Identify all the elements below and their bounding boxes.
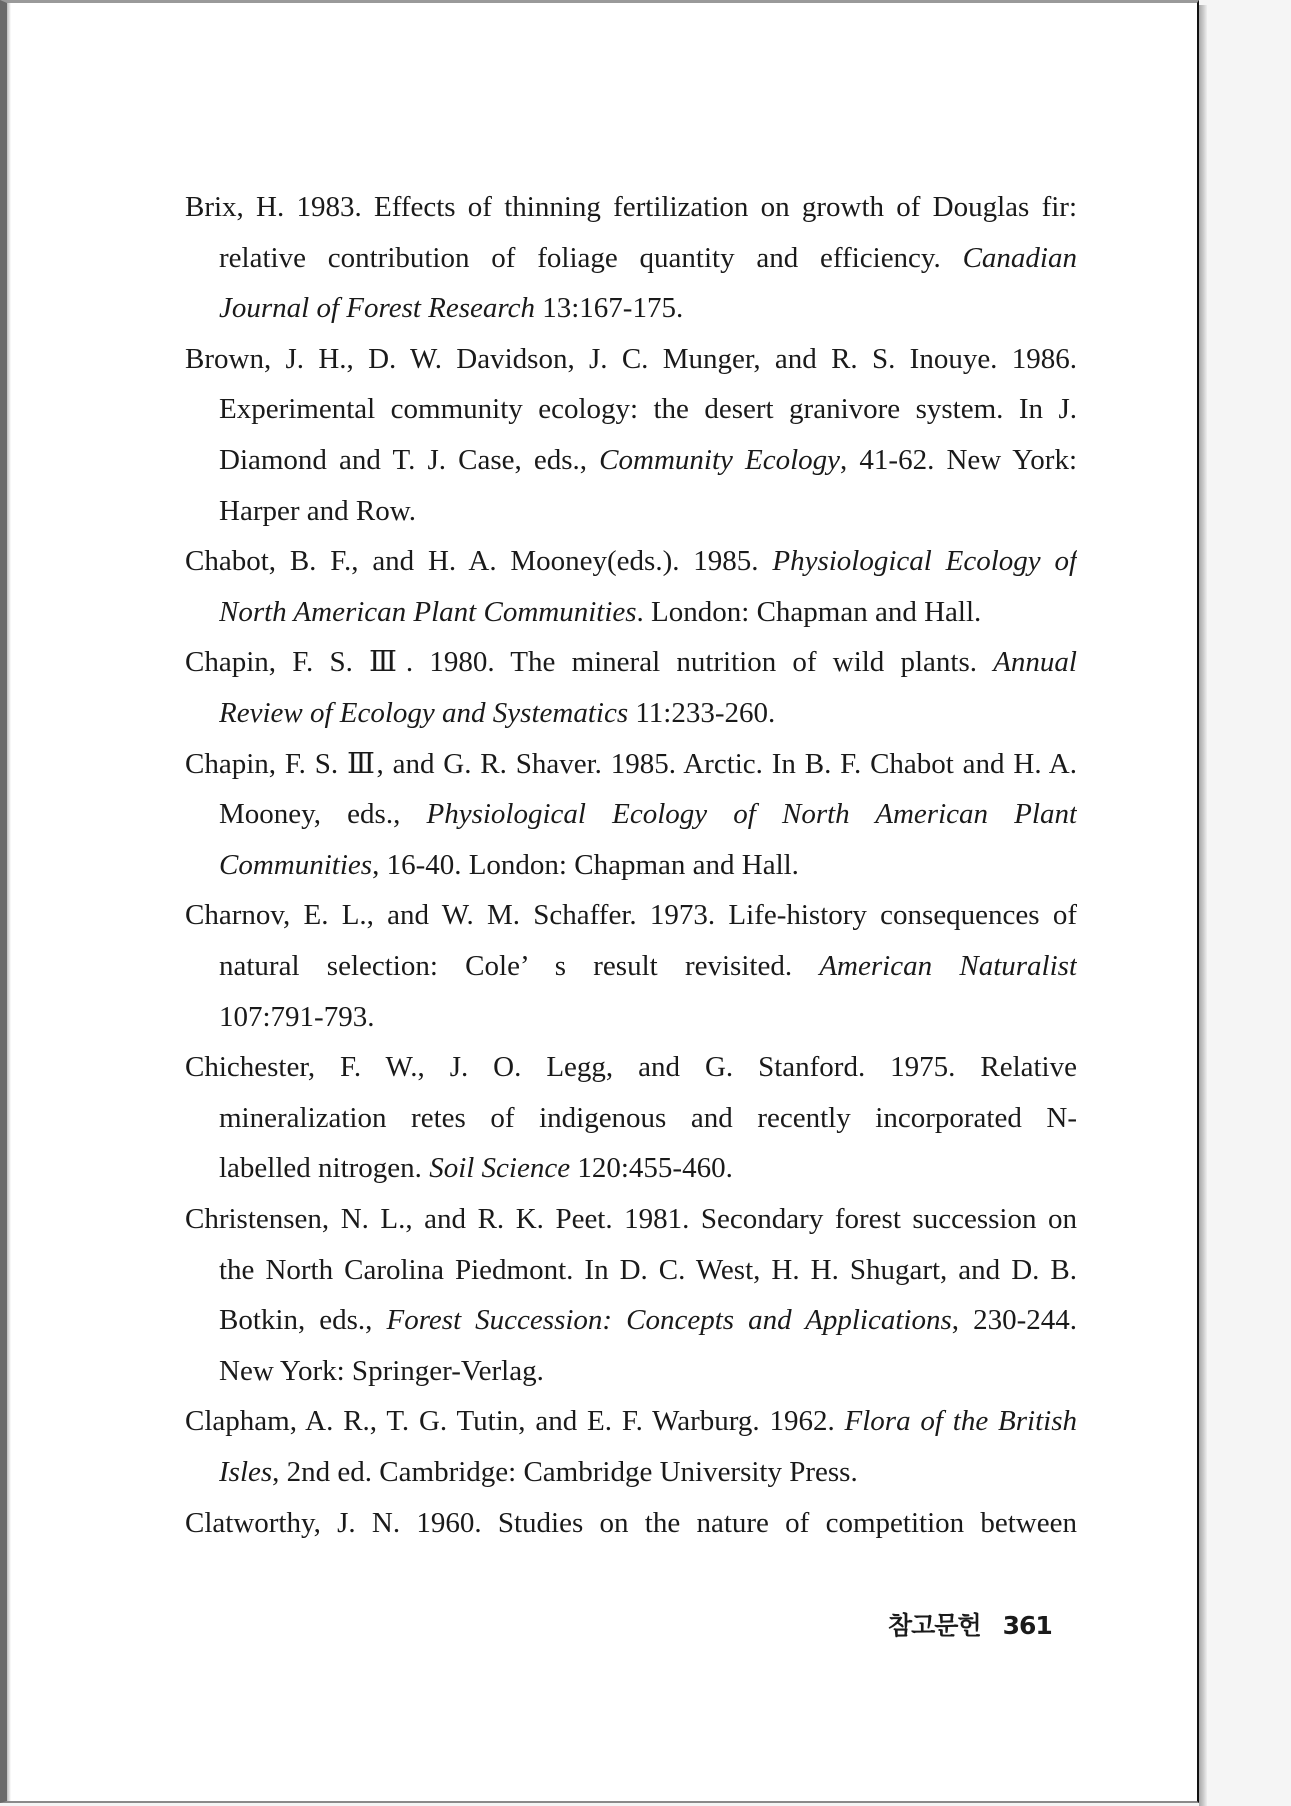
reference-text: Brix, H. 1983. Effects of thinning fertilization on growth of Douglas fir: — [185, 191, 1077, 223]
reference-continuation-line — [219, 797, 1077, 831]
reference-continuation-line — [219, 291, 1077, 325]
reference-continuation-line — [219, 1354, 1077, 1388]
reference-text: Botkin, eds., — [219, 1304, 387, 1337]
reference-text: Chapin, F. S. Ⅲ. 1980. The mineral nutrition of wild plants. — [185, 646, 994, 679]
reference-text: Brown, J. H., D. W. Davidson, J. C. Munger, and R. S. Inouye. 1986. — [185, 342, 1077, 375]
reference-continuation-line — [219, 1101, 1077, 1135]
reference-continuation-line — [219, 949, 1077, 983]
reference-text: Clapham, A. R., T. G. Tutin, and E. F. Warburg. 1962. — [185, 1405, 845, 1438]
reference-text: Christensen, N. L., and R. K. Peet. 1981. Secondary forest succession on — [185, 1203, 1077, 1235]
reference-text: Chapin, F. S. Ⅲ, and G. R. Shaver. 1985. Arctic. In B. F. Chabot and H. A. — [185, 747, 1077, 780]
page-number: 361 — [1002, 1611, 1052, 1640]
reference-text: labelled nitrogen. — [219, 1152, 430, 1185]
reference-text: New York: Springer-Verlag. — [219, 1354, 544, 1387]
page-edge — [7, 3, 11, 1801]
reference-continuation-line — [219, 443, 1077, 477]
italic-title: Physiological Ecology of — [772, 545, 1077, 578]
reference-continuation-line — [219, 848, 1077, 882]
reference-text: 120:455-460. — [570, 1152, 733, 1185]
reference-first-line — [185, 1202, 1077, 1236]
reference-continuation-line — [219, 392, 1077, 426]
reference-continuation-line — [219, 1151, 1077, 1185]
italic-title: Review of Ecology and Systematics — [219, 697, 629, 729]
reference-text: Mooney, eds., — [219, 798, 427, 831]
reference-first-line — [185, 1506, 1077, 1540]
reference-text: , 230-244. — [951, 1304, 1077, 1337]
reference-first-line — [185, 342, 1077, 376]
reference-text: relative contribution of foliage quantity and efficiency. — [219, 241, 963, 274]
reference-text: Diamond and T. J. Case, eds., — [219, 444, 600, 476]
page-shadow — [1199, 5, 1207, 1806]
reference-continuation-line — [219, 494, 1077, 528]
reference-continuation-line — [219, 1253, 1077, 1287]
reference-text: Clatworthy, J. N. 1960. Studies on the nature of competition between — [185, 1506, 1077, 1539]
reference-text: 13:167-175. — [534, 292, 684, 325]
italic-title: Annual — [993, 646, 1077, 679]
reference-first-line — [185, 747, 1077, 781]
italic-title: North American Plant Communities — [219, 595, 637, 628]
italic-title: Soil Science — [429, 1152, 571, 1185]
italic-title: Flora of the British — [844, 1405, 1077, 1438]
italic-title: American Naturalist — [819, 950, 1077, 982]
italic-title: Community Ecology — [599, 444, 841, 476]
reference-text: , 41-62. New York: — [840, 444, 1077, 476]
reference-first-line — [185, 1404, 1077, 1438]
reference-first-line — [185, 645, 1077, 679]
reference-text: natural selection: Cole’ s result revisited. — [219, 950, 820, 982]
reference-first-line — [185, 898, 1077, 932]
reference-text: Charnov, E. L., and W. M. Schaffer. 1973. Life-history consequences of — [185, 899, 1077, 932]
italic-title: Isles — [219, 1456, 273, 1488]
italic-title: Physiological Ecology of North American Plant — [426, 798, 1077, 831]
reference-continuation-line — [219, 1455, 1077, 1489]
reference-text: 11:233-260. — [628, 697, 776, 729]
reference-first-line — [185, 190, 1077, 224]
italic-title: Communities — [219, 848, 373, 881]
reference-text: 107:791-793. — [219, 1000, 375, 1033]
reference-continuation-line — [219, 696, 1077, 730]
reference-first-line — [185, 544, 1077, 578]
italic-title: Forest Succession: Concepts and Applications — [386, 1304, 952, 1337]
reference-text: Chichester, F. W., J. O. Legg, and G. Stanford. 1975. Relative — [185, 1051, 1077, 1084]
italic-title: Journal of Forest Research — [219, 292, 535, 325]
reference-text: , 2nd ed. Cambridge: Cambridge University Press. — [272, 1456, 858, 1488]
reference-text: Experimental community ecology: the desert granivore system. In J. — [219, 393, 1077, 426]
reference-text: Chabot, B. F., and H. A. Mooney(eds.). 1985. — [185, 545, 773, 578]
page-footer — [888, 1606, 1052, 1642]
reference-continuation-line — [219, 1303, 1077, 1337]
reference-text: mineralization retes of indigenous and recently incorporated N- — [219, 1101, 1077, 1134]
reference-text: , 16-40. London: Chapman and Hall. — [372, 848, 799, 881]
reference-text: the North Carolina Piedmont. In D. C. West, H. H. Shugart, and D. B. — [219, 1253, 1077, 1286]
italic-title: Canadian — [962, 241, 1077, 274]
reference-text: . London: Chapman and Hall. — [636, 595, 982, 628]
reference-first-line — [185, 1050, 1077, 1084]
reference-continuation-line — [219, 595, 1077, 629]
reference-text: Harper and Row. — [219, 494, 417, 527]
reference-continuation-line — [219, 241, 1077, 275]
reference-continuation-line — [219, 1000, 1077, 1034]
footer-section-title: 참고문헌 — [888, 1611, 981, 1640]
